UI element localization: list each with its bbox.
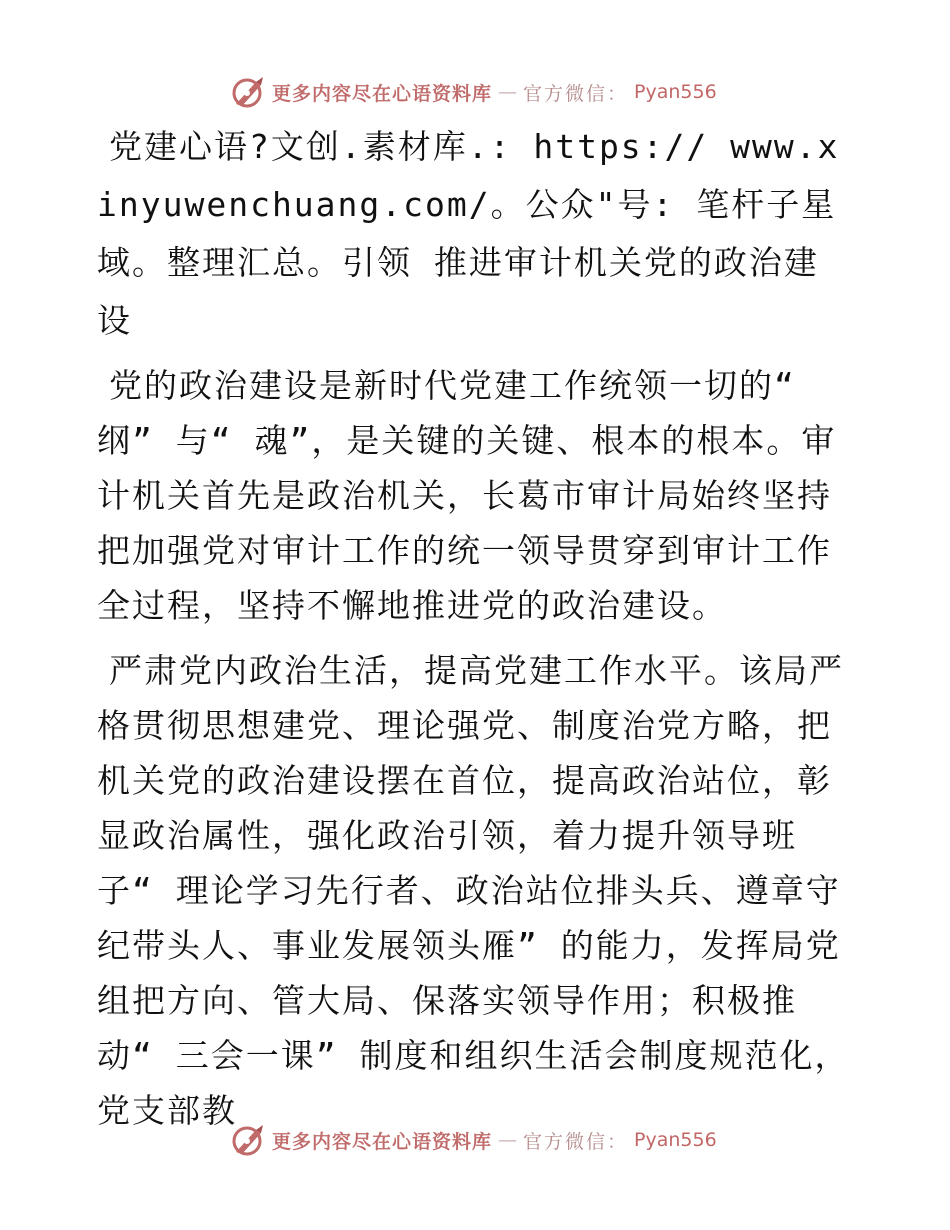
paragraph-party-life: 严肃党内政治生活，提高党建工作水平。该局严格贯彻思想建党、理论强党、制度治党方略，把机关党的政治建设摆在首位，提高政治站位，彰显政治属性，强化政治引领，着力提升领导班子“ 理论学习先行者、政治站位排头兵、遵章守纪带头人、事业发展领头雁” 的能力，发挥局党组把方向、管大局、保落实领导作用；积极推动“ 三会一课” 制度和组织生活会制度规范化，党支部教 <box>97 651 850 1130</box>
quill-pen-logo-icon <box>230 1122 266 1158</box>
header-watermark <box>230 72 717 112</box>
watermark-official-label: 官方微信： <box>523 1130 629 1153</box>
document-body <box>97 118 853 1148</box>
quill-pen-logo-icon <box>230 74 266 110</box>
watermark-official-label: 官方微信： <box>523 82 629 105</box>
watermark-separator: — <box>498 81 518 103</box>
watermark-brand: 更多内容尽在心语资料库 <box>272 1130 493 1153</box>
watermark-wechat-id: Pyan556 <box>634 1129 717 1151</box>
watermark-brand: 更多内容尽在心语资料库 <box>272 82 493 105</box>
watermark-wechat-id: Pyan556 <box>634 81 717 103</box>
paragraph-political-construction: 党的政治建设是新时代党建工作统领一切的“ 纲” 与“ 魂”，是关键的关键、根本的根本。审计机关首先是政治机关，长葛市审计局始终坚持把加强党对审计工作的统一领导贯穿到审计工作全过程，坚持不懈地推进党的政治建设。 <box>97 366 837 625</box>
watermark-separator: — <box>498 1129 518 1151</box>
paragraph-intro: 党建心语?文创.素材库.: https:// www.xinyuwenchuang.com/。公众"号: 笔杆子星域。整理汇总。引领 推进审计机关党的政治建设 <box>97 127 840 340</box>
footer-watermark <box>230 1120 717 1160</box>
